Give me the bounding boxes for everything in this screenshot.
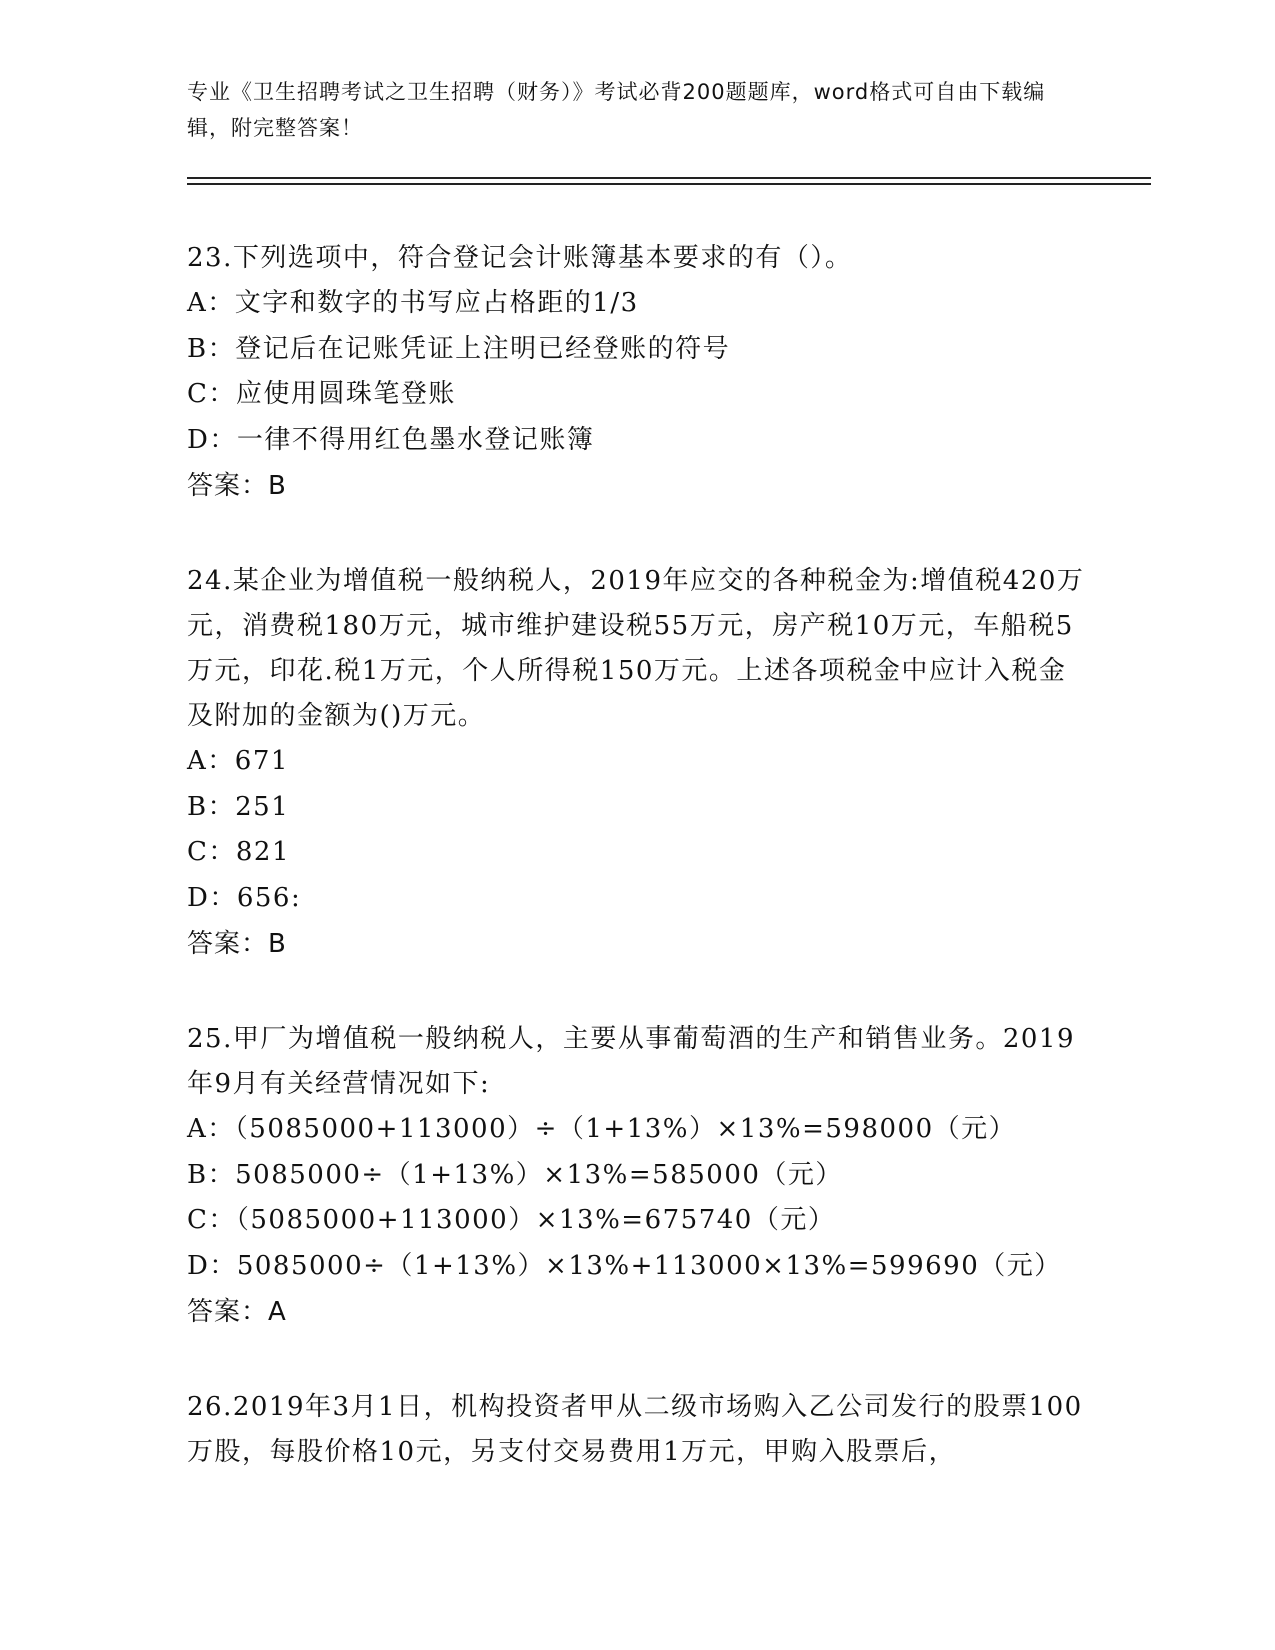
option-d: D：656: bbox=[187, 882, 302, 913]
question-list bbox=[187, 236, 1087, 1525]
question-stem: 24.某企业为增值税一般纳税人，2019年应交的各种税金为:增值税420万元，消费税180万元，城市维护建设税55万元，房产税10万元，车船税5万元，印花.税1万元，个人所得税150万元。上述各项税金中应计入税金及附加的金额为()万元。 bbox=[187, 566, 1085, 731]
option-a: A：671 bbox=[187, 746, 289, 776]
answer: 答案：B bbox=[187, 929, 287, 959]
question-23 bbox=[187, 236, 1087, 509]
option-c: C：821 bbox=[187, 837, 291, 867]
option-c: C：（5085000+113000）×13%=675740（元） bbox=[187, 1205, 836, 1235]
question-stem: 23.下列选项中，符合登记会计账簿基本要求的有（）。 bbox=[187, 243, 853, 273]
option-b: B：251 bbox=[187, 791, 290, 822]
option-c: C：应使用圆珠笔登账 bbox=[187, 379, 456, 409]
header-divider-bottom bbox=[187, 183, 1151, 185]
header-divider-top bbox=[187, 177, 1151, 179]
answer: 答案：B bbox=[187, 471, 287, 501]
question-stem: 26.2019年3月1日，机构投资者甲从二级市场购入乙公司发行的股票100万股，每股价格10元，另支付交易费用1万元，甲购入股票后， bbox=[187, 1392, 1083, 1467]
question-25 bbox=[187, 1017, 1087, 1335]
option-d: D：一律不得用红色墨水登记账簿 bbox=[187, 424, 595, 455]
option-a: A：文字和数字的书写应占格距的1/3 bbox=[187, 288, 639, 318]
question-26 bbox=[187, 1385, 1087, 1475]
option-d: D：5085000÷（1+13%）×13%+113000×13%=599690（元） bbox=[187, 1250, 1062, 1281]
document-header: 专业《卫生招聘考试之卫生招聘（财务）》考试必背200题题库，word格式可自由下载编辑，附完整答案！ bbox=[187, 80, 1046, 140]
option-a: A：（5085000+113000）÷（1+13%）×13%=598000（元） bbox=[187, 1114, 1017, 1144]
option-b: B：5085000÷（1+13%）×13%=585000（元） bbox=[187, 1159, 843, 1190]
question-stem: 25.甲厂为增值税一般纳税人，主要从事葡萄酒的生产和销售业务。2019年9月有关经营情况如下: bbox=[187, 1024, 1076, 1099]
question-24 bbox=[187, 559, 1087, 967]
answer: 答案：A bbox=[187, 1297, 287, 1327]
option-b: B：登记后在记账凭证上注明已经登账的符号 bbox=[187, 333, 731, 364]
